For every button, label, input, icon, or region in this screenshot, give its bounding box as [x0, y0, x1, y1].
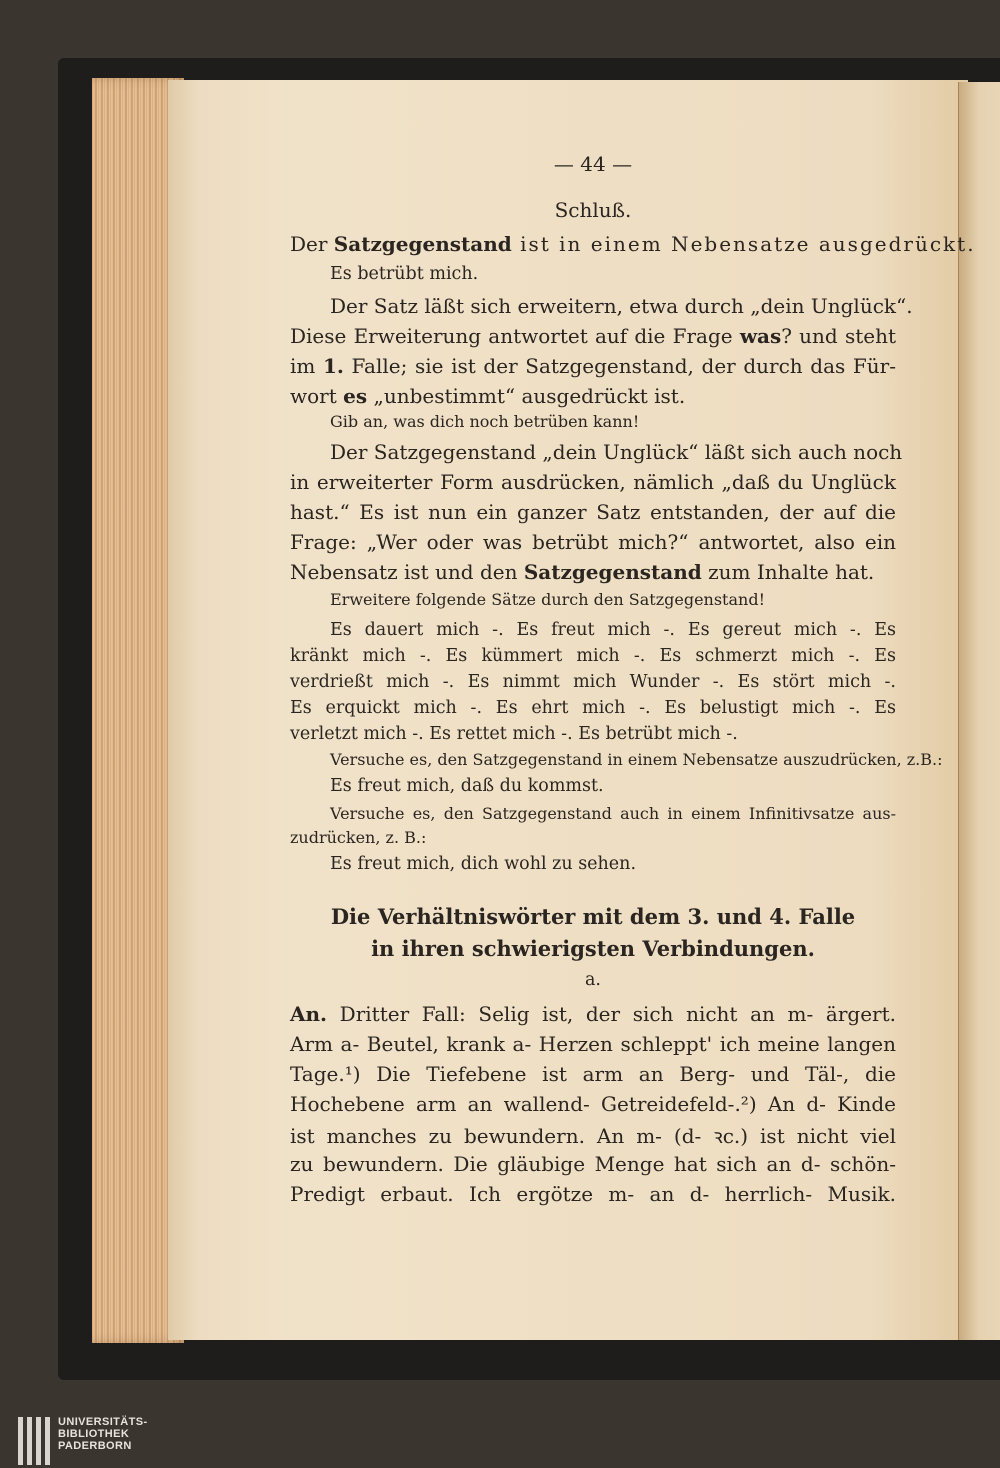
text-span: Der: [290, 232, 334, 256]
text-span: „unbestimmt“ ausgedrückt ist.: [367, 384, 686, 408]
section-title: Schluß.: [554, 198, 632, 222]
text-line: [290, 354, 896, 378]
text-span: Falle; sie ist der Satzgegenstand, der durch das Für-: [343, 354, 897, 378]
text-line: Hochebene arm an wallend- Getreidefeld-.²) An d- Kinde: [290, 1092, 896, 1116]
example-line: Es freut mich, dich wohl zu sehen.: [330, 854, 637, 874]
subsection-label: a.: [585, 970, 601, 990]
exercise-instruction: Versuche es, den Satzgegenstand in einem Nebensatze auszudrücken, z.B.:: [330, 750, 943, 769]
text-line: Der Satz läßt sich erweitern, etwa durch „dein Unglück“.: [330, 294, 913, 318]
text-line: Frage: „Wer oder was betrübt mich?“ antwortet, also ein: [290, 530, 896, 554]
text-line: Arm a- Beutel, krank a- Herzen schleppt' ich meine langen: [290, 1032, 896, 1056]
logo-line: PADERBORN: [58, 1440, 132, 1452]
chapter-heading: Die Verhältniswörter mit dem 3. und 4. Falle: [330, 904, 856, 929]
exercise-line: Es dauert mich -. Es freut mich -. Es gereut mich -. Es: [330, 620, 896, 640]
text-span: wort: [290, 384, 344, 408]
page-number: — 44 —: [553, 152, 633, 176]
exercise-line: verletzt mich -. Es rettet mich -. Es betrübt mich -.: [290, 724, 738, 744]
library-logo-mark: [18, 1417, 50, 1465]
text-line: zu bewundern. Die gläubige Menge hat sich an d- schön-: [290, 1152, 896, 1176]
text-line: [290, 232, 976, 256]
logo-line: UNIVERSITÄTS-: [58, 1416, 148, 1428]
text-line: Der Satzgegenstand „dein Unglück“ läßt sich auch noch: [330, 440, 903, 464]
example-line: Es betrübt mich.: [330, 264, 479, 284]
bold-term: 1.: [323, 354, 344, 378]
text-span: im: [290, 354, 323, 378]
text-span: Dritter Fall: Selig ist, der sich nicht an m- ärgert.: [327, 1002, 896, 1026]
exercise-line: Gib an, was dich noch betrüben kann!: [330, 412, 640, 431]
facing-page-edge: [958, 82, 1000, 1340]
text-line: Tage.¹) Die Tiefebene ist arm an Berg- und Täl-, die: [290, 1062, 896, 1086]
bold-term: was: [739, 324, 782, 348]
text-line: Predigt erbaut. Ich ergötze m- an d- herrlich- Musik.: [290, 1182, 896, 1206]
text-line: [290, 560, 896, 584]
example-line: Es freut mich, daß du kommst.: [330, 776, 604, 796]
text-span: ? und steht: [781, 324, 896, 348]
text-line: ist manches zu bewundern. An m- (d- ꝛc.) ist nicht viel: [290, 1124, 896, 1148]
exercise-line: kränkt mich -. Es kümmert mich -. Es schmerzt mich -. Es: [290, 646, 896, 666]
bold-term: Satzgegenstand: [333, 232, 512, 256]
exercise-line: verdrießt mich -. Es nimmt mich Wunder -. Es stört mich -.: [290, 672, 896, 692]
chapter-heading: in ihren schwierigsten Verbindungen.: [371, 936, 815, 961]
text-line: hast.“ Es ist nun ein ganzer Satz entstanden, der auf die: [290, 500, 896, 524]
bold-term: es: [343, 384, 368, 408]
text-span: ist in einem Nebensatze ausgedrückt.: [511, 232, 976, 256]
library-logo-text: [58, 1416, 148, 1452]
bold-term: An.: [290, 1002, 328, 1026]
text-span: zum Inhalte hat.: [701, 560, 875, 584]
exercise-instruction: zudrücken, z. B.:: [290, 828, 427, 847]
text-line: [290, 1002, 896, 1026]
bold-term: Satzgegenstand: [523, 560, 702, 584]
logo-line: BIBLIOTHEK: [58, 1428, 130, 1440]
text-line: [290, 384, 896, 408]
text-line: [290, 324, 896, 348]
text-span: Diese Erweiterung antwortet auf die Frage: [290, 324, 740, 348]
exercise-line: Es erquickt mich -. Es ehrt mich -. Es belustigt mich -. Es: [290, 698, 896, 718]
exercise-instruction: Erweitere folgende Sätze durch den Satzgegenstand!: [330, 590, 765, 609]
library-logo: [18, 1416, 148, 1465]
text-line: in erweiterter Form ausdrücken, nämlich „daß du Unglück: [290, 470, 896, 494]
text-span: Nebensatz ist und den: [290, 560, 524, 584]
exercise-instruction: Versuche es, den Satzgegenstand auch in einem Infinitivsatze aus-: [330, 804, 896, 823]
